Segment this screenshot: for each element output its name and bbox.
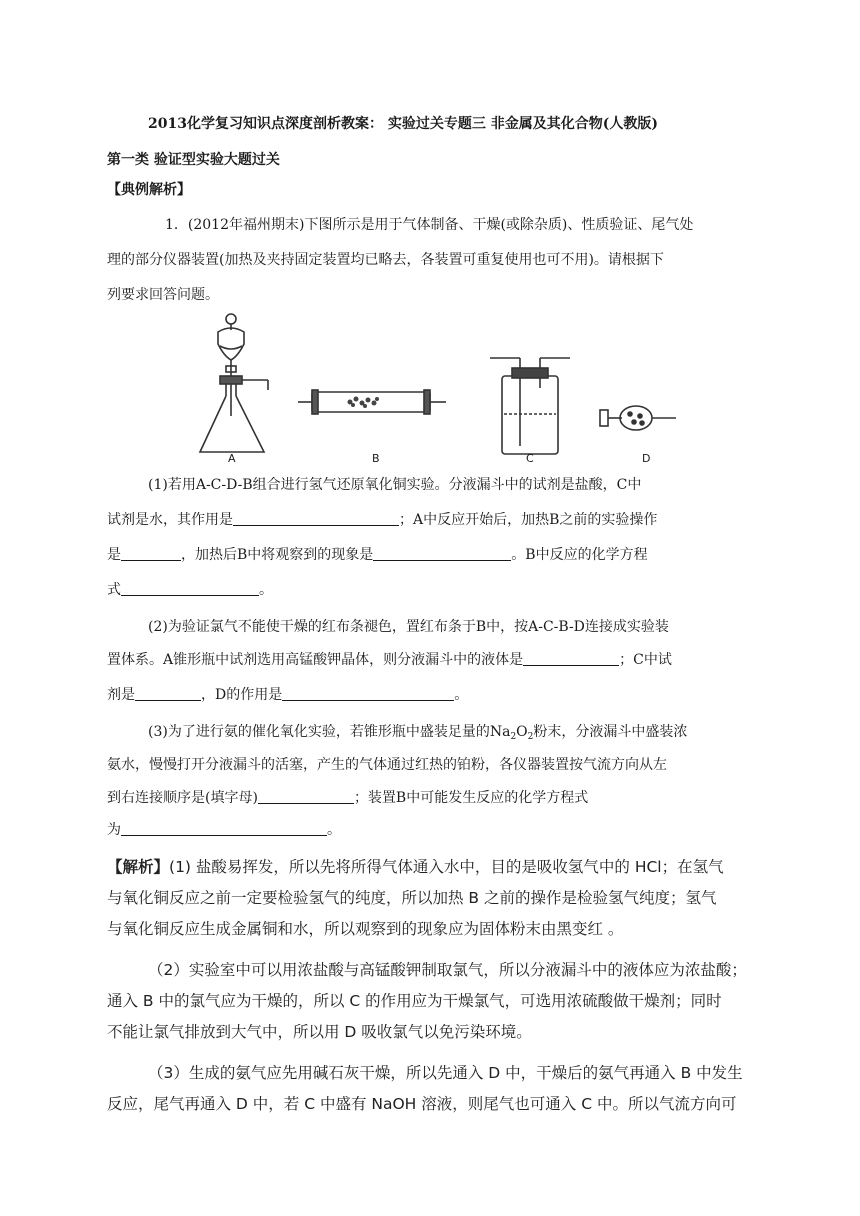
analysis-line-7: （3）生成的氨气应先用碱石灰干燥，所以先通入 D 中，干燥后的氨气再通入 B 中发生 xyxy=(148,1064,743,1082)
answer-blank[interactable] xyxy=(258,789,354,804)
part1-text: 式 xyxy=(107,582,121,598)
part1-text: ，加热后B中将观察到的现象是 xyxy=(181,547,374,563)
question-intro-line-1: 1．(2012年福州期末)下图所示是用于气体制备、干燥(或除杂质)、性质验证、尾气处 xyxy=(165,217,694,233)
section-heading: 第一类 验证型实验大题过关 xyxy=(107,152,280,168)
analysis-label: 【解析】 xyxy=(107,858,170,876)
part1-text: 试剂是水，其作用是 xyxy=(107,512,233,528)
part1-text: ；A中反应开始后，加热B之前的实验操作 xyxy=(399,512,658,528)
part3-line-3 xyxy=(107,788,588,808)
analysis-line-2: 与氧化铜反应之前一定要检验氢气的纯度，所以加热 B 之前的操作是检验氢气纯度；氢气 xyxy=(107,889,717,907)
part2-line-1: (2)为验证氯气不能使干燥的红布条褪色，置红布条于B中，按A-C-B-D连接成实验装 xyxy=(148,619,669,635)
part1-text: 。B中反应的化学方程 xyxy=(511,547,648,563)
apparatus-drawing xyxy=(190,306,750,466)
part3-line-2: 氨水，慢慢打开分液漏斗的活塞，产生的气体通过红热的铂粉，各仪器装置按气流方向从左 xyxy=(107,757,667,773)
part3-text: 粉末，分液漏斗中盛装浓 xyxy=(533,724,688,740)
figure-label-b: B xyxy=(372,452,380,465)
answer-blank[interactable] xyxy=(121,821,327,836)
document-title: 2013化学复习知识点深度剖析教案： 实验过关专题三 非金属及其化合物(人教版) xyxy=(148,116,658,132)
part1-text: 。 xyxy=(259,582,273,598)
question-intro-line-2: 理的部分仪器装置(加热及夹持固定装置均已略去，各装置可重复使用也可不用)。请根据下 xyxy=(107,252,664,268)
part2-line-2 xyxy=(107,650,672,670)
subscript: 2 xyxy=(510,732,517,742)
part2-line-3 xyxy=(107,685,468,705)
part2-text: 置体系。A锥形瓶中试剂选用高锰酸钾晶体，则分液漏斗中的液体是 xyxy=(107,652,524,668)
analysis-line-4: （2）实验室中可以用浓盐酸与高锰酸钾制取氯气，所以分液漏斗中的液体应为浓盐酸； xyxy=(148,961,747,979)
answer-blank[interactable] xyxy=(135,686,201,701)
part3-text: ；装置B中可能发生反应的化学方程式 xyxy=(353,790,589,806)
figure-label-a: A xyxy=(228,452,236,465)
figure-label-c: C xyxy=(526,452,534,465)
analysis-line-1 xyxy=(107,857,724,877)
answer-blank[interactable] xyxy=(523,651,619,666)
part1-line-2 xyxy=(107,510,657,530)
part3-line-1 xyxy=(148,722,687,747)
example-tag: 【典例解析】 xyxy=(107,182,191,198)
part2-text: 。 xyxy=(454,687,469,703)
figure-label-d: D xyxy=(642,452,651,465)
part1-text: 是 xyxy=(107,547,121,563)
subscript: 2 xyxy=(527,732,534,742)
analysis-line-3: 与氧化铜反应生成金属铜和水，所以观察到的现象应为固体粉末由黑变红 。 xyxy=(107,920,624,938)
answer-blank[interactable] xyxy=(121,581,259,596)
answer-blank[interactable] xyxy=(121,546,181,561)
analysis-text: (1) 盐酸易挥发，所以先将所得气体通入水中，目的是吸收氢气中的 HCl；在氢气 xyxy=(169,858,724,876)
part2-text: 剂是 xyxy=(107,687,135,703)
part2-text: ；C中试 xyxy=(619,652,672,668)
answer-blank[interactable] xyxy=(282,686,454,701)
analysis-line-5: 通入 B 中的氯气应为干燥的，所以 C 的作用应为干燥氯气，可选用浓硫酸做干燥剂；同时 xyxy=(107,992,722,1010)
part2-text: ，D的作用是 xyxy=(201,687,283,703)
answer-blank[interactable] xyxy=(373,546,511,561)
analysis-line-6: 不能让氯气排放到大气中，所以用 D 吸收氯气以免污染环境。 xyxy=(107,1023,532,1041)
part1-line-4 xyxy=(107,580,273,600)
question-intro-line-3: 列要求回答问题。 xyxy=(107,287,219,303)
part1-line-3 xyxy=(107,545,648,565)
part3-text: 。 xyxy=(327,822,341,838)
analysis-line-8: 反应，尾气再通入 D 中，若 C 中盛有 NaOH 溶液，则尾气也可通入 C 中。所以气流方向可 xyxy=(107,1095,737,1113)
apparatus-figure xyxy=(190,306,750,466)
part1-line-1: (1)若用A-C-D-B组合进行氢气还原氧化铜实验。分液漏斗中的试剂是盐酸，C中 xyxy=(148,477,642,493)
part3-text: O xyxy=(516,724,528,740)
answer-blank[interactable] xyxy=(233,511,399,526)
part3-text: (3)为了进行氨的催化氧化实验，若锥形瓶中盛装足量的Na xyxy=(148,724,511,740)
part3-line-4 xyxy=(107,820,341,840)
part3-text: 为 xyxy=(107,822,121,838)
part3-text: 到右连接顺序是(填字母) xyxy=(107,790,258,806)
